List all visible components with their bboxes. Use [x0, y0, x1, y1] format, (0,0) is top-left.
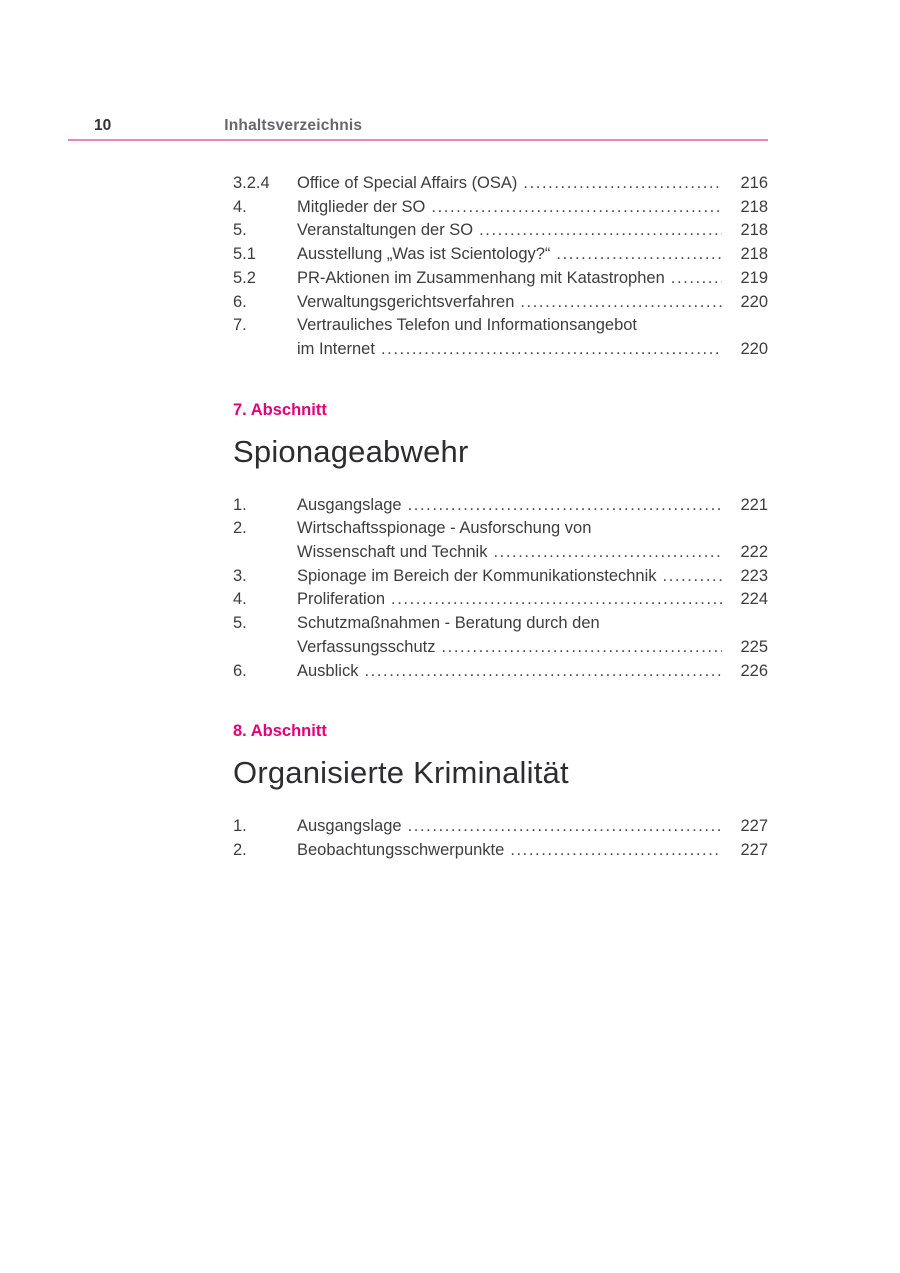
dot-leader	[523, 172, 722, 196]
toc-entry-title: Veranstaltungen der SO	[297, 221, 474, 240]
dot-leader	[479, 219, 722, 243]
toc-entry-row	[233, 219, 768, 243]
toc-entry-title: Office of Special Affairs (OSA)	[297, 174, 518, 192]
toc-entry-row	[233, 588, 768, 612]
toc-entry-row	[233, 243, 768, 267]
dot-leader	[671, 267, 722, 291]
header-rule	[68, 139, 768, 141]
toc-entry-number: 3.2.4	[233, 174, 270, 192]
toc-entry-row	[233, 660, 768, 684]
toc-entry-row	[233, 314, 768, 338]
dot-leader	[408, 815, 722, 839]
dot-leader	[364, 660, 722, 684]
toc-entry-row	[233, 839, 768, 863]
toc-entry-row	[233, 636, 768, 660]
toc-entry-list	[233, 815, 768, 862]
dot-leader	[493, 541, 722, 565]
toc-entry-page: 223	[740, 566, 768, 585]
dot-leader	[408, 494, 722, 518]
toc-entry-title: Spionage im Bereich der Kommunikationstechnik	[297, 566, 657, 585]
toc-entry-page: 220	[740, 339, 768, 358]
toc-entry-title: Verwaltungsgerichtsverfahren	[297, 292, 515, 311]
section-heading: Spionageabwehr	[233, 433, 469, 469]
toc-entry-page: 219	[740, 268, 768, 287]
toc-entry-number: 1.	[233, 495, 247, 514]
toc-entry-title: Mitglieder der SO	[297, 197, 426, 216]
toc-entry-page: 226	[740, 661, 768, 680]
toc-entry-number: 3.	[233, 566, 247, 585]
toc-entry-row	[233, 267, 768, 291]
toc-entry-number: 2.	[233, 519, 247, 538]
toc-entry-title: Wissenschaft und Technik	[297, 543, 488, 562]
toc-entry-title: Ausblick	[297, 661, 359, 680]
toc-entry-page: 227	[740, 817, 768, 836]
toc-entry-page: 227	[740, 840, 768, 859]
toc-entry-page: 222	[740, 543, 768, 562]
dot-leader	[663, 565, 722, 589]
toc-entry-title: Schutzmaßnahmen - Beratung durch den	[297, 614, 600, 633]
toc-entry-list	[233, 172, 768, 362]
toc-entry-title: Wirtschaftsspionage - Ausforschung von	[297, 519, 592, 538]
dot-leader	[556, 243, 722, 267]
toc-entry-row	[233, 541, 768, 565]
toc-entry-number: 5.2	[233, 268, 256, 287]
toc-entry-title: Beobachtungsschwerpunkte	[297, 840, 505, 859]
toc-entry-number: 4.	[233, 590, 247, 609]
toc-entry-title: PR-Aktionen im Zusammenhang mit Katastrophen	[297, 268, 665, 287]
toc-entry-page: 218	[740, 197, 768, 216]
toc-entry-row	[233, 172, 768, 196]
toc-entry-page: 216	[740, 174, 768, 192]
toc-entry-number: 5.	[233, 221, 247, 240]
toc-entry-number: 4.	[233, 197, 247, 216]
header-title: Inhaltsverzeichnis	[224, 117, 363, 134]
toc-entry-row	[233, 196, 768, 220]
toc-entry-row	[233, 815, 768, 839]
toc-entry-number: 6.	[233, 661, 247, 680]
toc-entry-number: 5.1	[233, 245, 256, 264]
toc-entry-row	[233, 338, 768, 362]
toc-entry-list	[233, 494, 768, 684]
toc-entry-page: 220	[740, 292, 768, 311]
page-number: 10	[94, 117, 112, 134]
toc-entry-page: 224	[740, 590, 768, 609]
toc-entry-title: Proliferation	[297, 590, 386, 609]
toc-entry-row	[233, 517, 768, 541]
toc-content	[233, 172, 768, 863]
toc-entry-title: Ausgangslage	[297, 495, 402, 514]
section-heading: Organisierte Kriminalität	[233, 755, 569, 791]
dot-leader	[442, 636, 723, 660]
toc-entry-title: Ausgangslage	[297, 817, 402, 836]
section-label: 7. Abschnitt	[233, 400, 327, 419]
dot-leader	[391, 588, 722, 612]
toc-entry-page: 221	[740, 495, 768, 514]
toc-entry-title: Ausstellung „Was ist Scientology?“	[297, 245, 551, 264]
toc-entry-number: 6.	[233, 292, 247, 311]
dot-leader	[510, 839, 722, 863]
toc-entry-number: 2.	[233, 840, 247, 859]
toc-entry-title: Vertrauliches Telefon und Informationsangebot	[297, 316, 638, 335]
toc-entry-page: 218	[740, 245, 768, 264]
dot-leader	[381, 338, 722, 362]
toc-entry-row	[233, 612, 768, 636]
toc-entry-number: 5.	[233, 614, 247, 633]
toc-entry-number: 1.	[233, 817, 247, 836]
toc-entry-row	[233, 565, 768, 589]
toc-entry-row	[233, 291, 768, 315]
toc-entry-title: Verfassungsschutz	[297, 637, 436, 656]
toc-entry-page: 218	[740, 221, 768, 240]
dot-leader	[520, 291, 722, 315]
toc-entry-title: im Internet	[297, 339, 375, 358]
page-header	[68, 117, 768, 135]
section-label: 8. Abschnitt	[233, 722, 327, 741]
toc-entry-number: 7.	[233, 316, 247, 335]
toc-entry-row	[233, 494, 768, 518]
toc-entry-page: 225	[740, 637, 768, 656]
dot-leader	[431, 196, 722, 220]
